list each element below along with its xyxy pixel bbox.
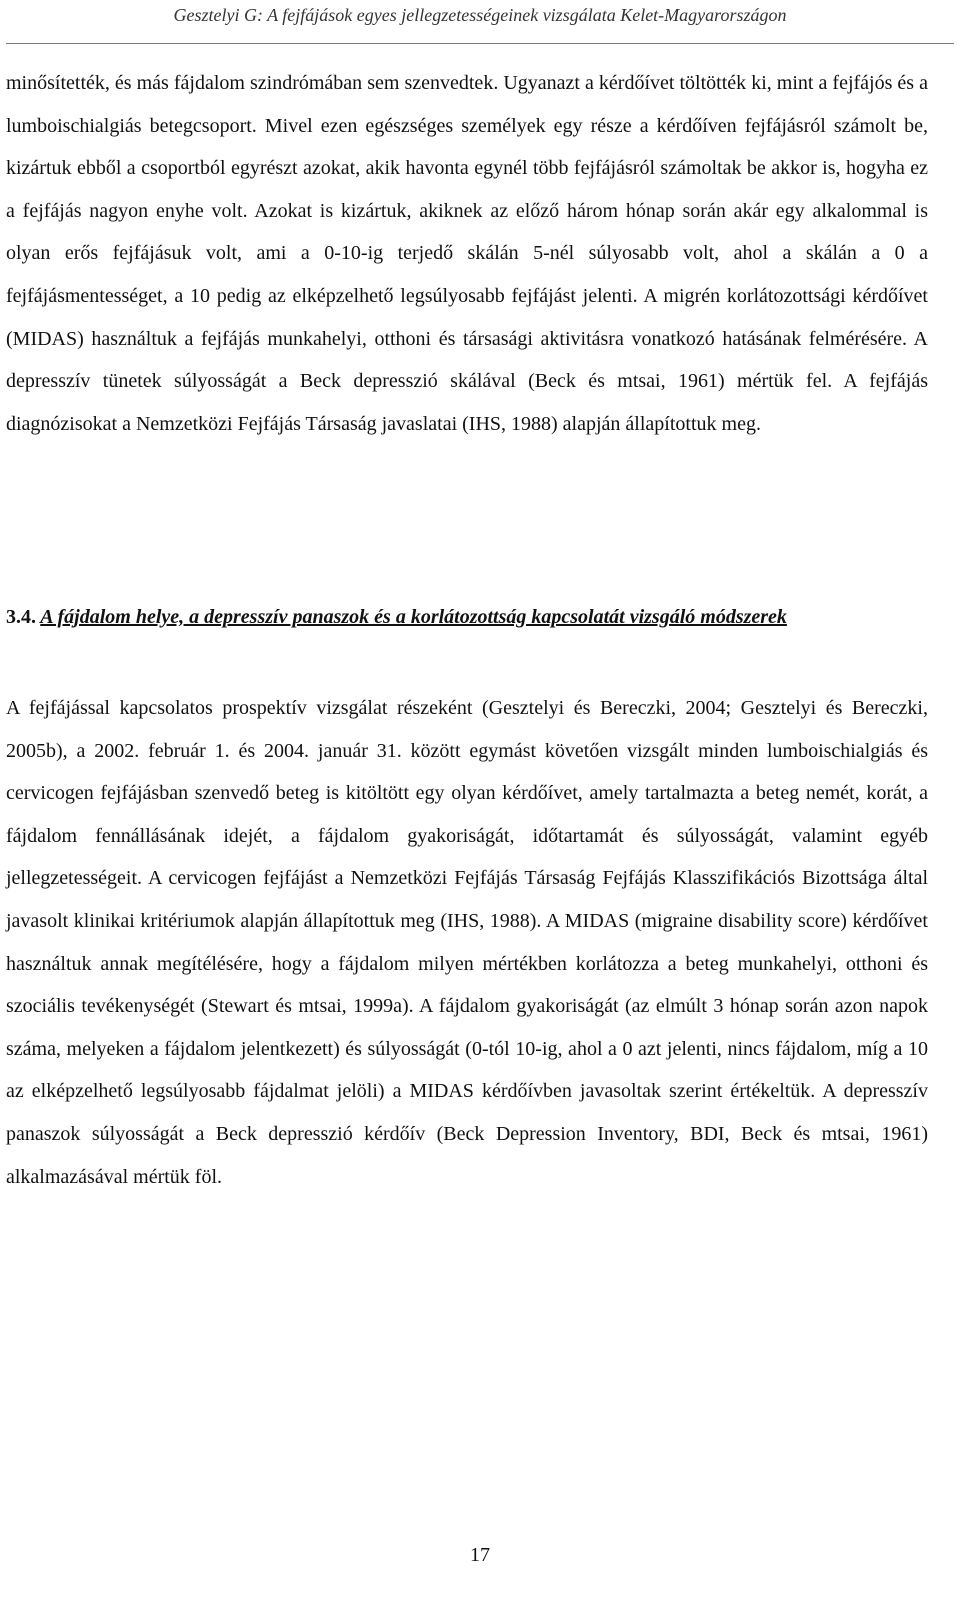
body-paragraph-2: A fejfájással kapcsolatos prospektív vizsgálat részeként (Gesztelyi és Bereczki, 2004; Gesztelyi és Bereczki, 2005b), a 2002. február 1. és 2004. január 31. között egymást követően vizsgált minden lumboischialgiás és cervicogen fejfájásban szenvedő beteg is kitöltött egy olyan kérdőívet, amely tartalmazta a beteg nemét, korát, a fájdalom fennállásának idejét, a fájdalom gyakoriságát, időtartamát és súlyosságát, valamint egyéb jellegzetességeit. A cervicogen fejfájást a Nemzetközi Fejfájás Társaság Fejfájás Klasszifikációs Bizottsága által javasolt klinikai kritériumok alapján állapítottuk meg (IHS, 1988). A MIDAS (migraine disability score) kérdőívet használtuk annak megítélésére, hogy a fájdalom milyen mértékben korlátozza a beteg munkahelyi, otthoni és szociális tevékenységét (Stewart és mtsai, 1999a). A fájdalom gyakoriságát (az elmúlt 3 hónap során azon napok száma, melyeken a fájdalom jelentkezett) és súlyosságát (0-tól 10-ig, ahol a 0 azt jelenti, nincs fájdalom, míg a 10 az elképzelhető legsúlyosabb fájdalmat jelöli) a MIDAS kérdőívben javasoltak szerint értékeltük. A depresszív panaszok súlyosságát a Beck depresszió kérdőív (Beck Depression Inventory, BDI, Beck és mtsai, 1961) alkalmazásával mértük föl. — [6, 697, 928, 1188]
section-number: 3.4. — [6, 606, 36, 628]
header-divider — [6, 43, 954, 44]
body-paragraph-1: minősítették, és más fájdalom szindrómában sem szenvedtek. Ugyanazt a kérdőívet töltötték ki, mint a fejfájós és a lumboischialgiás betegcsoport. Mivel ezen egészséges személyek egy része a kérdőíven fejfájásról számolt be, kizártuk ebből a csoportból egyrészt azokat, akik havonta egynél több fejfájásról számoltak be akkor is, hogyha ez a fejfájás nagyon enyhe volt. Azokat is kizártuk, akiknek az előző három hónap során akár egy alkalommal is olyan erős fejfájásuk volt, ami a 0-10-ig terjedő skálán 5-nél súlyosabb volt, ahol a skálán a 0 a fejfájásmentességet, a 10 pedig az elképzelhető legsúlyosabb fejfájást jelenti. A migrén korlátozottsági kérdőívet (MIDAS) használtuk a fejfájás munkahelyi, otthoni és társasági aktivitásra vonatkozó hatásának felmérésére. A depresszív tünetek súlyosságát a Beck depresszió skálával (Beck és mtsai, 1961) mértük fel. A fejfájás diagnózisokat a Nemzetközi Fejfájás Társaság javaslatai (IHS, 1988) alapján állapítottuk meg. — [6, 72, 928, 435]
section-title: A fájdalom helye, a depresszív panaszok és a korlátozottság kapcsolatát vizsgáló módszerek — [40, 606, 787, 628]
section-heading — [6, 596, 928, 638]
running-title: Gesztelyi G: A fejfájások egyes jellegzetességeinek vizsgálata Kelet-Magyarországon — [173, 5, 787, 25]
page-number: 17 — [470, 1544, 490, 1566]
page-header — [0, 0, 960, 44]
